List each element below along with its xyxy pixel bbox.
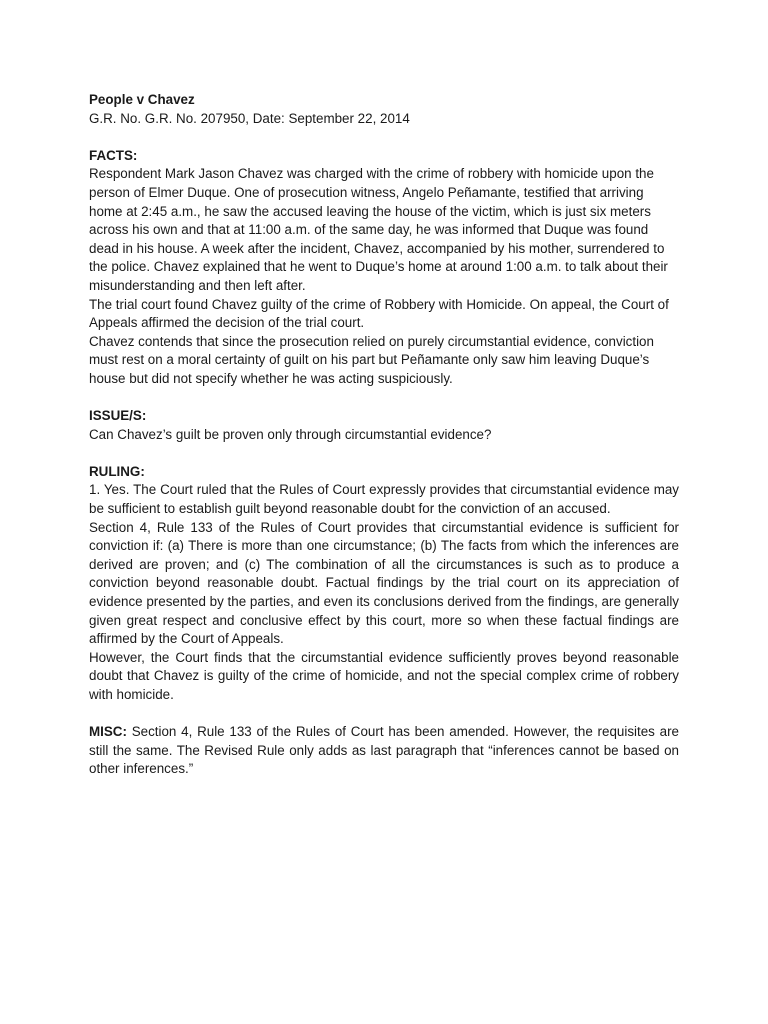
facts-paragraph: The trial court found Chavez guilty of the crime of Robbery with Homicide. On appeal, the Court of Appeals affirmed the decision of the trial court. [89,296,669,331]
misc-text: Section 4, Rule 133 of the Rules of Court has been amended. However, the requisites are still the same. The Revised Rule only adds as last paragraph that “inferences cannot be based on other inferences.” [89,724,679,777]
ruling-paragraph: Section 4, Rule 133 of the Rules of Court provides that circumstantial evidence is sufficient for conviction if: (a) There is more than one circumstance; (b) The facts from which the inferences are derived are proven; and (c) The combination of all the circumstances is such as to produce a conviction beyond reasonable doubt. Factual findings by the trial court on its appreciation of evidence presented by the parties, and even its conclusions derived from the findings, are generally given great respect and conclusive effect by this court, more so when these factual findings are affirmed by the Court of Appeals. [89,519,679,647]
spacer [89,389,679,408]
spacer [89,705,679,724]
misc-label: MISC: [89,724,127,740]
facts-paragraph: Respondent Mark Jason Chavez was charged with the crime of robbery with homicide upon the person of Elmer Duque. One of prosecution witness, Angelo Peñamante, testified that arriving home at 2:45 a.m., he saw the accused leaving the house of the victim, which is just six meters across his own and that at 11:00 a.m. of the same day, he was informed that Duque was found dead in his house. A week after the incident, Chavez, accompanied by his mother, surrendered to the police. Chavez explained that he went to Duque’s home at around 1:00 a.m. to talk about their misunderstanding and then left after. [89,166,668,293]
spacer [89,128,679,147]
misc-paragraph [89,723,679,779]
issue-heading: ISSUE/S: [89,408,147,424]
case-title: People v Chavez [89,92,195,107]
issue-text: Can Chavez’s guilt be proven only through circumstantial evidence? [89,426,492,442]
spacer [89,444,679,463]
case-citation: G.R. No. G.R. No. 207950, Date: September 22, 2014 [89,110,410,126]
ruling-paragraph: 1. Yes. The Court ruled that the Rules of Court expressly provides that circumstantial evidence may be sufficient to establish guilt beyond reasonable doubt for the conviction of an accused. [89,482,679,517]
ruling-paragraph: However, the Court finds that the circumstantial evidence sufficiently proves beyond reasonable doubt that Chavez is guilty of the crime of homicide, and not the special complex crime of robbery with homicide. [89,649,679,702]
facts-heading: FACTS: [89,147,138,163]
facts-paragraph: Chavez contends that since the prosecution relied on purely circumstantial evidence, conviction must rest on a moral certainty of guilt on his part but Peñamante only saw him leaving Duque’s house but did not specify whether he was acting suspiciously. [89,333,654,386]
ruling-heading: RULING: [89,463,145,479]
document-page [89,91,679,779]
